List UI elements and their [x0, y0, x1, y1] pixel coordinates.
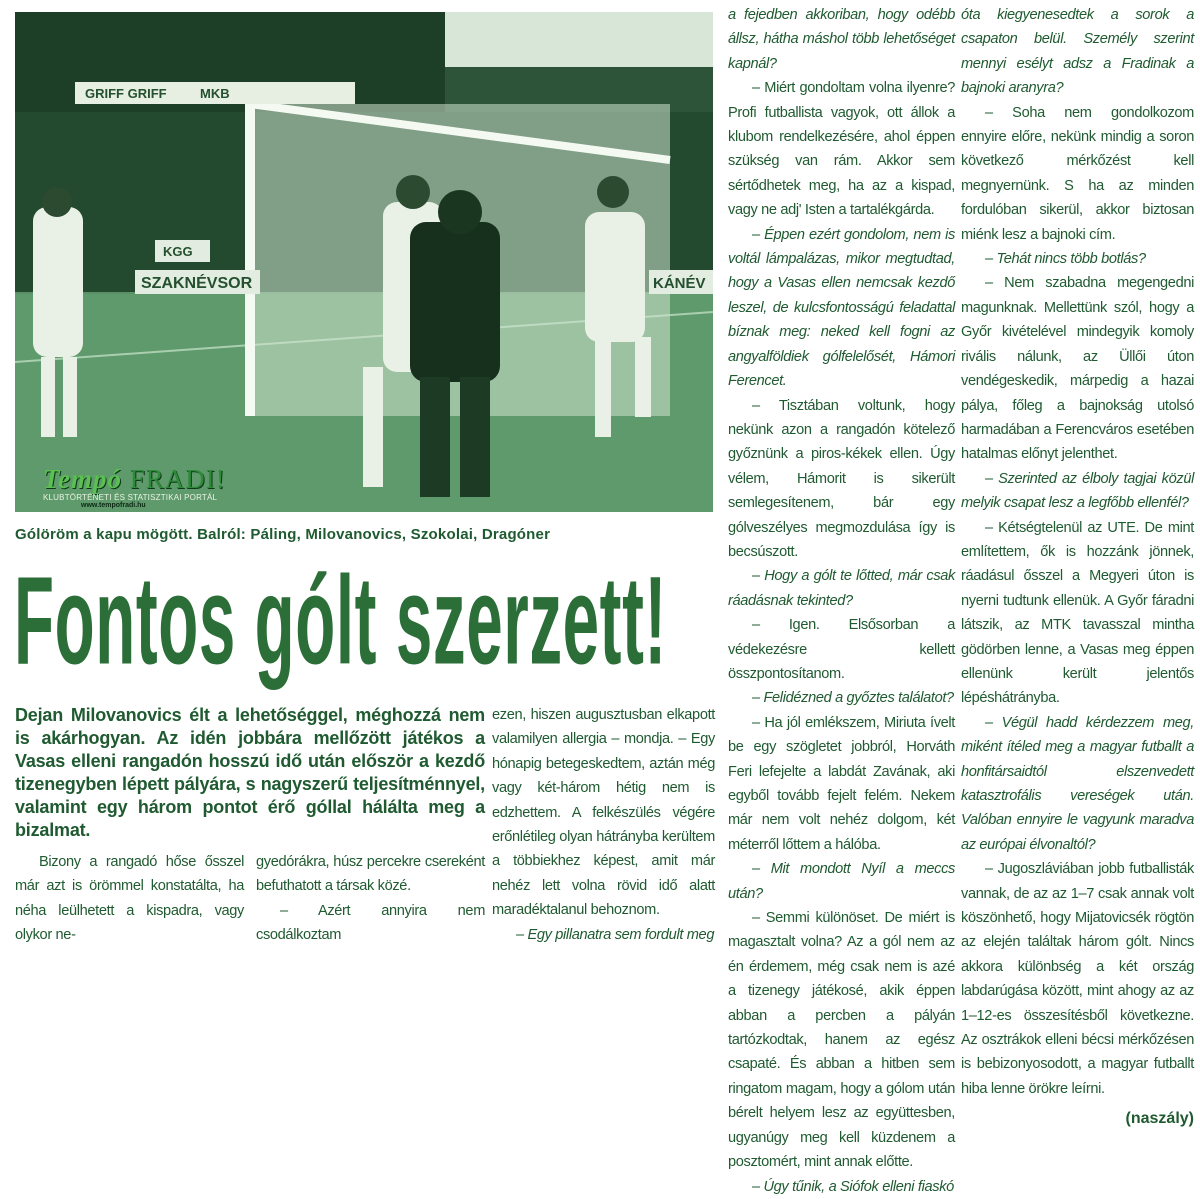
interview-question: – Egy pillanatra sem fordult meg — [516, 926, 715, 943]
interview-question: – Hogy a gólt te lőtted, már csak ráadásnak tekinted? — [728, 568, 955, 609]
headline: Fontos gólt szerzett! — [14, 550, 667, 691]
stadium-sign: GRIFF GRIFF — [85, 86, 167, 101]
logo-subtitle: KLUBTÖRTÉNETI ÉS STATISZTIKAI PORTÁL — [43, 493, 218, 502]
lower-columns — [15, 850, 485, 948]
logo-text-b: FRADI! — [129, 464, 226, 494]
paragraph: – Tisztában voltunk, hogy nekünk azon a rangadón kötelező győznünk a piros-kékek ellen. Úgy vélem, Hámorit is sikerült semlegesítenem, bár egy gólveszélyes megmozdulása így is becsúszott. — [728, 397, 955, 560]
article-column-1 — [15, 850, 244, 948]
paragraph: – Miért gondoltam volna ilyenre? Profi futballista vagyok, ott állok a klubom rendelkezésére, ahol éppen szükség van rám. Akkor sem sértődhetek meg, ha az a kispad, vagy ne adj' Isten a tartalékgárda. — [728, 80, 955, 219]
interview-question: óta kiegyenesedtek a sorok a csapaton belül. Személy szerint mennyi esélyt adsz a Fradinak a bajnoki aranyra? — [961, 7, 1194, 97]
interview-question: – Szerinted az élboly tagjai közül melyik csapat lesz a legfőbb ellenfél? — [961, 470, 1194, 512]
logo-text-a: Tempó — [43, 464, 122, 494]
paragraph: Bizony a rangadó hőse ősszel már azt is örömmel konstatálta, ha néha leülhetett a kispadra, vagy olykor ne- — [15, 854, 244, 944]
article-photo — [15, 12, 713, 512]
paragraph: – Nem szabadna megengedni magunknak. Mellettünk szól, hogy a Győr kivételével mindegyik komoly rivális nálunk, az Üllői úton vendégeskedik, márpedig a hazai pálya, főleg a bajnokság utolsó harmadában a Ferencváros esetében hatalmas előnyt jelenthet. — [961, 275, 1194, 463]
author-byline: (naszály) — [1125, 1110, 1194, 1128]
interview-question: – Úgy tűnik, a Siófok elleni fiaskó — [752, 1178, 954, 1195]
paragraph: – Jugoszláviában jobb futballisták vannak, de az az 1–7 csak annak volt köszönhető, hogy Mijatovicsék rögtön az elején találtak három gólt. Nincs akkora különbség a két ország labdarúgása között, mint ahogy az az 1–12-es összesítésből következne. Az osztrákok elleni bécsi mérkőzésen is bebizonyosodott, a magyar futballt hiba lenne örökre leírni. — [961, 861, 1194, 1097]
paragraph: – Ha jól emlékszem, Miriuta ívelt be egy szögletet jobbról, Horváth Feri lefejelte a labdát Zavának, aki egyből tovább fejelt felém. Nekem már nem volt nehéz dolgom, két méterről lőttem a hálóba. — [728, 714, 955, 853]
pitch-board: SZAKNÉVSOR — [141, 275, 253, 292]
paragraph: – Azért annyira nem csodálkoztam — [256, 902, 485, 944]
paragraph: ezen, hiszen augusztusban elkapott valamilyen allergia – mondja. – Egy hónapig betegeskedtem, aztán még vagy két-három hétig nem is edzhettem. A felkészülés végére erőnlétileg olyan hátrányba kerültem a többiekhez képest, amit már nehéz lett volna rövid idő alatt maradéktalanul behoznom. — [492, 707, 715, 919]
interview-question: – Éppen ezért gondolom, nem is voltál lámpalázas, mikor megtudtad, hogy a Vasas ellen nemcsak kezdő leszel, de kulcsfontosságú feladattal bíznak meg: neked kell fogni az angyalföldiek gólfelelősét, Hámori Ferencet. — [728, 226, 955, 390]
photo-caption: Gólöröm a kapu mögött. Balról: Páling, Milovanovics, Szokolai, Dragóner — [15, 526, 551, 543]
pitch-board: KÁNÉV — [653, 275, 706, 292]
lead-and-columns — [15, 704, 485, 948]
interview-question: – Mit mondott Nyíl a meccs után? — [728, 861, 955, 902]
photo-scene — [15, 12, 713, 512]
article-column-5 — [961, 3, 1194, 1132]
pitch-board: KGG — [163, 244, 193, 259]
paragraph: gyedórákra, húsz percekre csereként befuthatott a társak közé. — [256, 854, 485, 895]
paragraph: – Semmi különöset. De miért is magasztalt volna? Az a gól nem az én érdemem, még csak nem is azé a tizenegy játékosé, akik éppen abban a percben a pályán tartózkodtak, hanem az egész csapaté. És abban a hitben sem ringatom magam, hogy a gólom után bérelt helyem lesz az együttesben, ugyanúgy meg kell küzdenem a posztomért, mint annak előtte. — [728, 910, 955, 1171]
interview-question: – Tehát nincs több botlás? — [985, 251, 1146, 268]
logo-url: www.tempofradi.hu — [81, 502, 146, 509]
interview-question: – Végül hadd kérdezzem meg, miként ítéled meg a magyar futballt a honfitársaidtól elszenvedett katasztrofális vereségek után. Valóban ennyire le vagyunk maradva az európai élvonaltól? — [961, 714, 1194, 853]
interview-question: – Felidézned a győztes találatot? — [752, 690, 954, 707]
paragraph: – Igen. Elsősorban a védekezésre kellett összpontosítanom. — [728, 617, 955, 682]
paragraph: – Kétségtelenül az UTE. De mint említettem, ők is hozzánk jönnek, ráadásul ősszel a Megyeri úton is nyerni tudtunk ellenük. A Győr fáradni látszik, az MTK tavasszal mintha gödörben lenne, a Vasas meg éppen ellenünk került jelentős lépéshátrányba. — [961, 519, 1194, 707]
article-column-3 — [492, 703, 715, 947]
watermark-logo — [43, 464, 258, 509]
article-column-4 — [728, 3, 955, 1199]
paragraph: – Soha nem gondolkozom ennyire előre, nekünk mindig a soron következő mérkőzést kell megnyernünk. S ha az minden fordulóban sikerül, akkor biztosan miénk lesz a bajnoki cím. — [961, 104, 1194, 243]
lead-paragraph: Dejan Milovanovics élt a lehetőséggel, méghozzá nem is akárhogyan. Az idén jobbára mellőzött játékos a Vasas elleni rangadón hosszú idő után először a kezdő tizenegyben lépett pályára, s nagyszerű teljesítménnyel, valamint egy három pontot érő góllal hálálta meg a bizalmat. — [15, 705, 485, 840]
interview-question: a fejedben akkoriban, hogy odébb állsz, hátha máshol több lehetőséget kapnál? — [728, 7, 955, 72]
stadium-sign: MKB — [200, 86, 230, 101]
article-column-2 — [256, 850, 485, 948]
